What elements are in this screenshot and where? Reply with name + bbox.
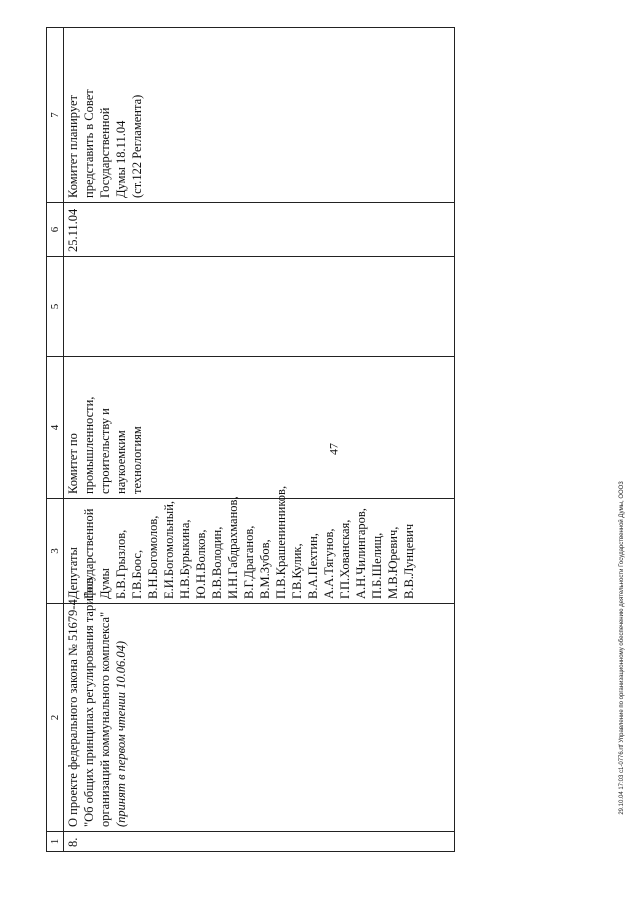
law-reading-note: (принят в первом чтении 10.06.04) [114,640,128,827]
deputy-line: Ю.Н.Волков, [194,529,208,599]
note-line: Думы 18.11.04 [114,120,128,198]
col-header-1: 1 [47,832,64,852]
deputy-line: В.Н.Богомолов, [146,515,160,599]
column-number-row [47,28,64,852]
note-line: Комитет планирует [66,95,80,198]
law-line: "Об общих принципах регулирования тарифов [82,577,96,827]
deputy-line: А.А.Тягунов, [322,528,336,599]
page-number: 47 [326,443,341,455]
committee-line: наукоемким [114,430,128,494]
committee-line: технологиям [130,426,144,494]
deputy-line: А.Н.Чилингаров, [354,508,368,599]
deputy-line: В.М.Зубов, [258,539,272,599]
col-header-5: 5 [47,257,64,357]
col-header-6: 6 [47,203,64,257]
deputy-line: Г.В.Кулик, [290,543,304,599]
note-line: (ст.122 Регламента) [130,94,144,198]
deputy-line: Г.П.Хованская, [338,519,352,599]
deputy-line: В.А.Пехтин, [306,533,320,599]
col5-cell [64,257,455,357]
col-header-2: 2 [47,604,64,832]
committee-cell [64,357,455,499]
note-line: представить в Совет [82,89,96,198]
deputy-line: В.В.Лунцевич [402,523,416,599]
row-number: 8. [64,832,455,852]
deputy-line: Б.В.Грызлов, [114,529,128,599]
deputy-line: И.Н.Габдрахманов, [226,496,240,599]
committee-line: Комитет по [66,433,80,494]
deputy-line: М.В.Юревич, [386,526,400,599]
deputy-line: Депутаты [66,547,80,599]
note-line: Государственной [98,107,112,198]
law-line: организаций коммунального комплекса" [98,611,112,827]
col-header-7: 7 [47,28,64,203]
deputy-line: П.В.Крашенинников, [274,485,288,599]
print-footer: 29.10.04 17:03 с1-0776.rtf Управление по организационному обеспечению деятельности Государственной Думы, ООО3 [619,481,625,815]
table-row [64,28,455,852]
bills-table [46,27,455,852]
deputy-line: Г.В.Боос, [130,549,144,599]
deputy-line: В.В.Володин, [210,526,224,599]
deputy-line: Думы [98,568,112,599]
rotated-table-wrapper [46,28,454,852]
col-header-4: 4 [47,357,64,499]
committee-line: строительству и [98,408,112,494]
deputies-cell [64,485,455,604]
note-cell [64,28,455,203]
col-header-3: 3 [47,499,64,604]
date-cell: 25.11.04 [64,203,455,257]
deputy-line: В.Г.Драганов, [242,525,256,599]
committee-line: промышленности, [82,396,96,494]
deputy-line: Н.В.Бурыкина, [178,519,192,599]
law-line: О проекте федерального закона № 51679-4 [66,599,80,827]
deputy-line: П.Б.Шелищ, [370,532,384,599]
deputy-line: Е.И.Богомольный, [162,500,176,599]
deputy-line: Государственной [82,508,96,599]
